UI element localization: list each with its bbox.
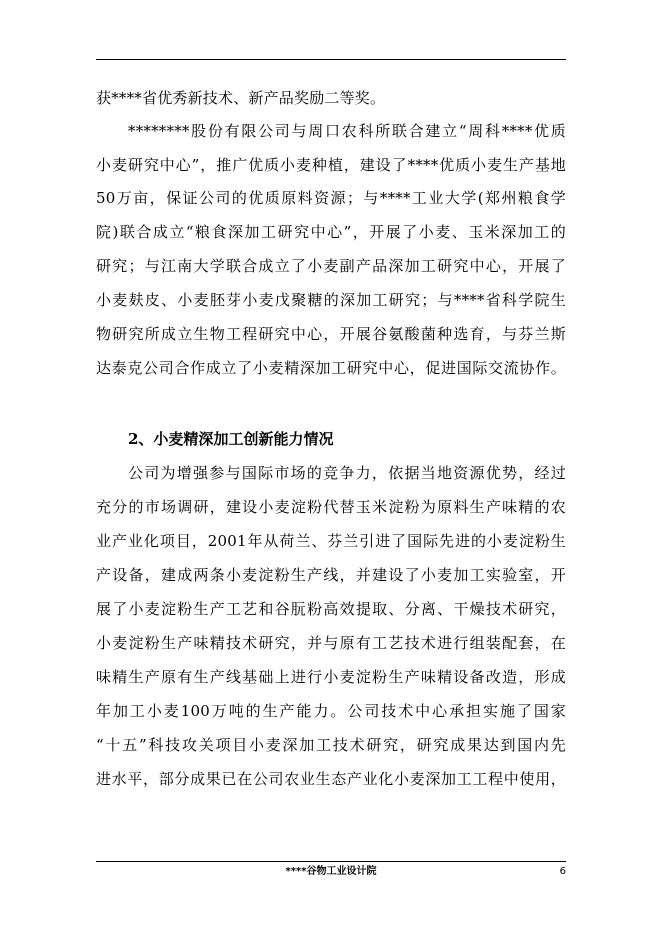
paragraph-2-line-8: 达泰克公司合作成立了小麦精深加工研究中心，促进国际交流协作。	[96, 359, 566, 377]
header-rule	[96, 59, 566, 60]
footer-rule	[96, 861, 566, 862]
paragraph-3-line-1: 公司为增强参与国际市场的竞争力，依据当地资源优势，经过	[128, 464, 566, 482]
paragraph-2-line-3: 50万亩，保证公司的优质原料资源；与****工业大学(郑州粮食学	[96, 189, 566, 207]
paragraph-2-line-1: ********股份有限公司与周口农科所联合建立“周科****优质	[128, 122, 566, 140]
footer-organization: ****谷物工业设计院	[285, 866, 377, 877]
page-number: 6	[559, 866, 566, 877]
paragraph-3-line-10: 进水平，部分成果已在公司农业生态产业化小麦深加工工程中使用，	[96, 770, 566, 788]
paragraph-2-line-7: 物研究所成立生物工程研究中心，开展谷氨酸菌种选育，与芬兰斯	[96, 325, 566, 343]
paragraph-2-line-6: 小麦麸皮、小麦胚芽小麦戊聚糖的深加工研究；与****省科学院生	[96, 291, 566, 309]
paragraph-3-line-6: 小麦淀粉生产味精技术研究，并与原有工艺技术进行组装配套，在	[96, 634, 566, 652]
paragraph-1-line-1: 获****省优秀新技术、新产品奖励二等奖。	[96, 89, 386, 107]
paragraph-3-line-4: 产设备，建成两条小麦淀粉生产线，并建设了小麦加工实验室，开	[96, 566, 566, 584]
paragraph-2-line-2: 小麦研究中心”，推广优质小麦种植，建设了****优质小麦生产基地	[96, 156, 566, 174]
paragraph-3-line-9: “十五”科技攻关项目小麦深加工技术研究，研究成果达到国内先	[96, 736, 566, 754]
paragraph-3-line-7: 味精生产原有生产线基础上进行小麦淀粉生产味精设备改造，形成	[96, 668, 566, 686]
paragraph-3-line-5: 展了小麦淀粉生产工艺和谷朊粉高效提取、分离、干燥技术研究，	[96, 600, 566, 618]
section-2-heading: 2、小麦精深加工创新能力情况	[128, 430, 334, 448]
paragraph-2-line-5: 研究；与江南大学联合成立了小麦副产品深加工研究中心，开展了	[96, 257, 566, 275]
paragraph-2-line-4: 院)联合成立“粮食深加工研究中心”，开展了小麦、玉米深加工的	[96, 223, 566, 241]
paragraph-3-line-3: 业产业化项目，2001年从荷兰、芬兰引进了国际先进的小麦淀粉生	[96, 532, 566, 550]
paragraph-3-line-8: 年加工小麦100万吨的生产能力。公司技术中心承担实施了国家	[96, 702, 566, 720]
paragraph-3-line-2: 充分的市场调研，建设小麦淀粉代替玉米淀粉为原料生产味精的农	[96, 498, 566, 516]
